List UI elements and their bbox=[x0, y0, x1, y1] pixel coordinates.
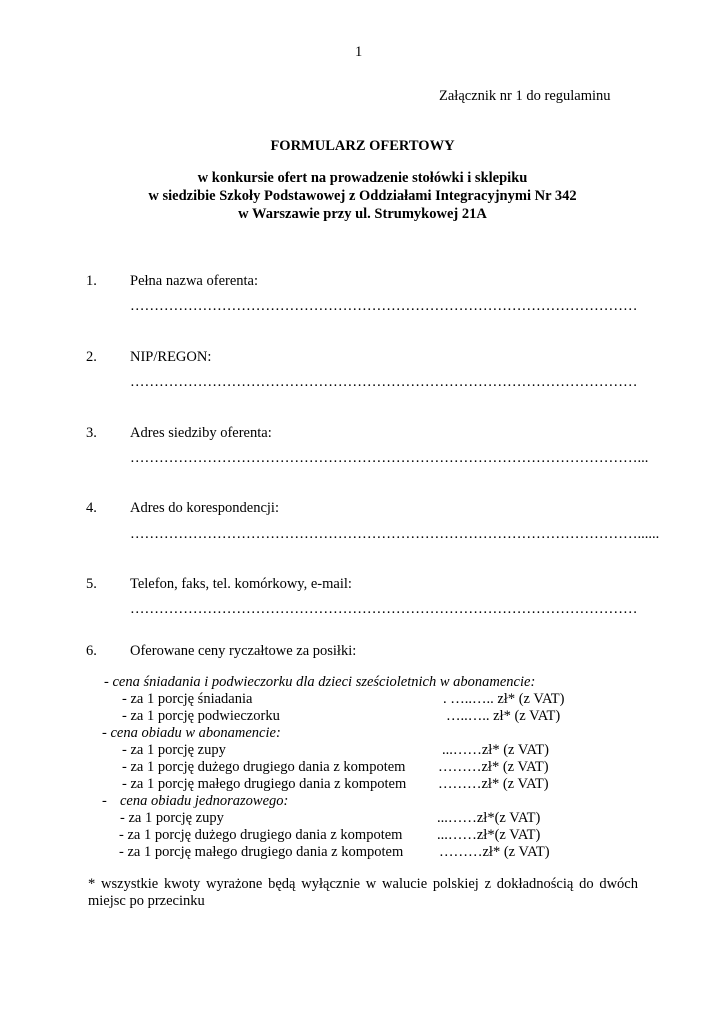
price-item-value[interactable]: . …..….. zł* (z VAT) bbox=[443, 691, 565, 707]
price-item-label: - za 1 porcję małego drugiego dania z kompotem bbox=[122, 776, 407, 792]
price-item-label: - za 1 porcję podwieczorku bbox=[122, 708, 280, 724]
price-item-label: - za 1 porcję małego drugiego dania z kompotem bbox=[119, 844, 404, 860]
field-label-company-name: Pełna nazwa oferenta: bbox=[130, 273, 259, 289]
field-label-nip-regon: NIP/REGON: bbox=[130, 349, 212, 365]
price-item-value[interactable]: ...……zł* (z VAT) bbox=[442, 742, 549, 758]
price-item-value[interactable]: ………zł* (z VAT) bbox=[439, 844, 550, 860]
field-number: 1. bbox=[86, 273, 97, 289]
price-item-label: - za 1 porcję zupy bbox=[122, 742, 226, 758]
subtitle-line-2: w siedzibie Szkoły Podstawowej z Oddziałami Integracyjnymi Nr 342 bbox=[148, 188, 577, 204]
field-label-contact: Telefon, faks, tel. komórkowy, e-mail: bbox=[130, 576, 352, 592]
field-input-company-name[interactable]: …………………………………………………………………………………………… bbox=[130, 298, 638, 314]
field-label-address: Adres siedziby oferenta: bbox=[130, 425, 272, 441]
form-title: FORMULARZ OFERTOWY bbox=[270, 138, 455, 154]
field-number: 2. bbox=[86, 349, 97, 365]
field-number: 4. bbox=[86, 500, 97, 516]
attachment-label: Załącznik nr 1 do regulaminu bbox=[439, 88, 611, 104]
page-number: 1 bbox=[355, 44, 363, 60]
subtitle-line-3: w Warszawie przy ul. Strumykowej 21A bbox=[238, 206, 487, 222]
field-label-prices: Oferowane ceny ryczałtowe za posiłki: bbox=[130, 643, 357, 659]
field-input-address[interactable]: ……………………………………………………………………………………………... bbox=[130, 450, 649, 466]
price-item-value[interactable]: ...……zł*(z VAT) bbox=[437, 810, 541, 826]
footnote: * wszystkie kwoty wyrażone będą wyłącznie w walucie polskiej z dokładnością do dwóch miejsc po przecinku bbox=[88, 876, 638, 909]
price-item-label: - za 1 porcję dużego drugiego dania z kompotem bbox=[119, 827, 403, 843]
price-item-value[interactable]: ………zł* (z VAT) bbox=[438, 776, 549, 792]
field-input-contact[interactable]: …………………………………………………………………………………………… bbox=[130, 601, 638, 617]
field-number: 5. bbox=[86, 576, 97, 592]
price-item-label: - za 1 porcję zupy bbox=[120, 810, 224, 826]
price-item-label: - za 1 porcję dużego drugiego dania z kompotem bbox=[122, 759, 406, 775]
price-item-value[interactable]: ...……zł*(z VAT) bbox=[437, 827, 541, 843]
price-item-value[interactable]: …..….. zł* (z VAT) bbox=[446, 708, 561, 724]
breakfast-header: - cena śniadania i podwieczorku dla dzieci sześcioletnich w abonamencie: bbox=[104, 674, 536, 690]
field-input-nip-regon[interactable]: …………………………………………………………………………………………… bbox=[130, 374, 638, 390]
subtitle-line-1: w konkursie ofert na prowadzenie stołówki i sklepiku bbox=[197, 170, 528, 186]
price-item-value[interactable]: ………zł* (z VAT) bbox=[438, 759, 549, 775]
field-number: 3. bbox=[86, 425, 97, 441]
field-number: 6. bbox=[86, 643, 97, 659]
lunch-single-dash: - bbox=[102, 793, 107, 809]
price-item-label: - za 1 porcję śniadania bbox=[122, 691, 253, 707]
lunch-subscription-header: - cena obiadu w abonamencie: bbox=[102, 725, 281, 741]
field-label-correspondence: Adres do korespondencji: bbox=[130, 500, 279, 516]
field-input-correspondence[interactable]: ……………………………………………………………………………………………...... bbox=[130, 526, 660, 542]
lunch-single-header: cena obiadu jednorazowego: bbox=[120, 793, 289, 809]
